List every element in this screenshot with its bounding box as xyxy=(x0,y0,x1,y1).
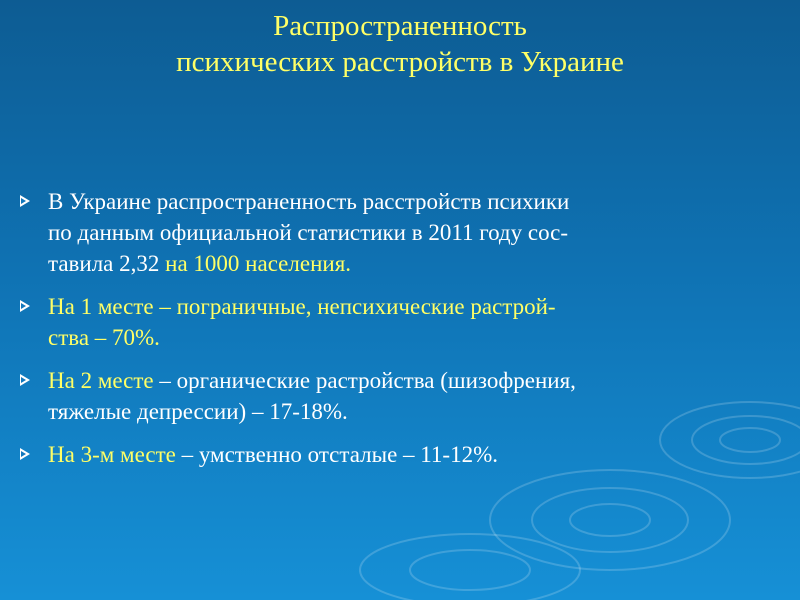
bullet-2-line-1: На 1 месте – пограничные, непсихические растрой- xyxy=(48,294,556,319)
title-line-1: Распространенность xyxy=(273,10,527,42)
arrow-bullet-icon xyxy=(20,374,30,386)
arrow-bullet-icon xyxy=(20,300,30,312)
bullet-3-line-1-rest: – органические растройства (шизофрения, xyxy=(153,368,576,393)
bullet-item-prevalence xyxy=(18,186,778,279)
bullet-list xyxy=(18,186,778,482)
bullet-2-line-2: ства – 70%. xyxy=(48,325,160,350)
slide-title xyxy=(0,8,800,80)
bullet-4-line-1-rest: – умственно отсталые – 11-12%. xyxy=(175,442,498,467)
title-line-2: психических расстройств в Украине xyxy=(176,46,624,78)
bullet-3-highlight: На 2 месте xyxy=(48,368,154,393)
arrow-bullet-icon xyxy=(20,448,30,460)
bullet-item-first-place xyxy=(18,291,778,353)
bullet-3-line-2: тяжелые депрессии) – 17-18%. xyxy=(48,399,348,424)
bullet-item-third-place xyxy=(18,439,778,470)
bullet-1-line-1: В Украине распространенность расстройств психики xyxy=(48,189,570,214)
bullet-item-second-place xyxy=(18,365,778,427)
bullet-1-line-2: по данным официальной статистики в 2011 году сос- xyxy=(48,220,569,245)
bullet-4-highlight: На 3-м месте xyxy=(48,442,176,467)
arrow-bullet-icon xyxy=(20,195,30,207)
bullet-1-highlight: на 1000 населения. xyxy=(165,251,352,276)
bullet-1-line-3-prefix: тавила 2,32 xyxy=(48,251,166,276)
